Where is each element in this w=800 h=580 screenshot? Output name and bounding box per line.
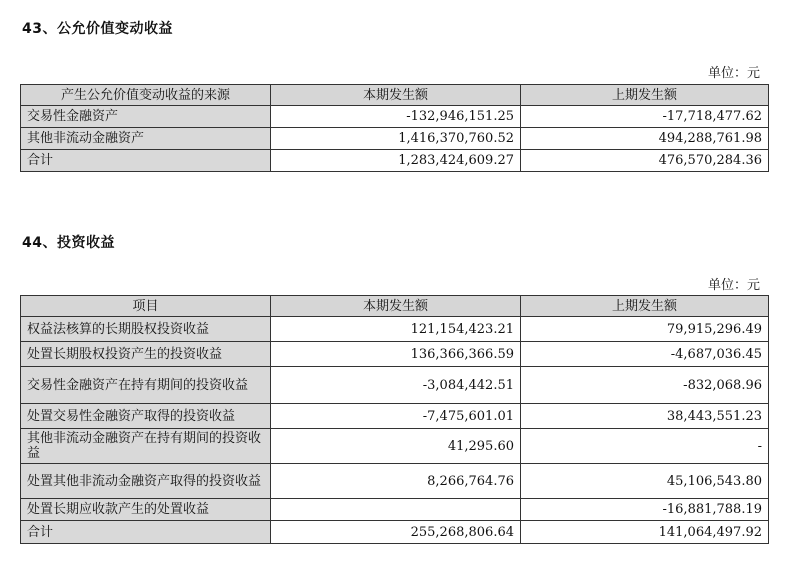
table-row bbox=[21, 342, 769, 367]
row-label: 交易性金融资产在持有期间的投资收益 bbox=[21, 367, 271, 404]
section-44-title: 44、投资收益 bbox=[22, 235, 115, 251]
current-amount: 1,416,370,760.52 bbox=[271, 128, 521, 150]
previous-amount: 38,443,551.23 bbox=[521, 404, 769, 429]
previous-amount: -832,068.96 bbox=[521, 367, 769, 404]
current-amount: 136,366,366.59 bbox=[271, 342, 521, 367]
previous-amount: 494,288,761.98 bbox=[521, 128, 769, 150]
current-amount: 121,154,423.21 bbox=[271, 317, 521, 342]
column-header-current: 本期发生额 bbox=[271, 85, 521, 106]
current-amount: -132,946,151.25 bbox=[271, 106, 521, 128]
row-label: 其他非流动金融资产 bbox=[21, 128, 271, 150]
fair-value-change-table bbox=[20, 84, 769, 172]
total-row bbox=[21, 521, 769, 544]
section-43-unit: 单位：元 bbox=[707, 66, 760, 81]
current-amount: -7,475,601.01 bbox=[271, 404, 521, 429]
previous-amount: 45,106,543.80 bbox=[521, 464, 769, 499]
table-header-row bbox=[21, 85, 769, 106]
table-row bbox=[21, 367, 769, 404]
column-header-previous: 上期发生额 bbox=[521, 85, 769, 106]
row-label: 处置其他非流动金融资产取得的投资收益 bbox=[21, 464, 271, 499]
row-label: 处置长期应收款产生的处置收益 bbox=[21, 499, 271, 521]
previous-amount: -16,881,788.19 bbox=[521, 499, 769, 521]
section-43-title: 43、公允价值变动收益 bbox=[22, 21, 173, 37]
previous-amount: 79,915,296.49 bbox=[521, 317, 769, 342]
column-header-current: 本期发生额 bbox=[271, 296, 521, 317]
table-row bbox=[21, 499, 769, 521]
row-label: 交易性金融资产 bbox=[21, 106, 271, 128]
total-row bbox=[21, 150, 769, 172]
row-label: 合计 bbox=[21, 521, 271, 544]
previous-amount: -4,687,036.45 bbox=[521, 342, 769, 367]
table-row bbox=[21, 464, 769, 499]
table-header-row bbox=[21, 296, 769, 317]
table-row bbox=[21, 317, 769, 342]
column-header-source: 产生公允价值变动收益的来源 bbox=[21, 85, 271, 106]
current-amount: 1,283,424,609.27 bbox=[271, 150, 521, 172]
table-row bbox=[21, 106, 769, 128]
previous-amount: -17,718,477.62 bbox=[521, 106, 769, 128]
row-label: 其他非流动金融资产在持有期间的投资收益 bbox=[21, 429, 271, 464]
row-label: 权益法核算的长期股权投资收益 bbox=[21, 317, 271, 342]
section-44-unit: 单位：元 bbox=[707, 278, 760, 293]
table-row bbox=[21, 128, 769, 150]
row-label: 合计 bbox=[21, 150, 271, 172]
investment-income-table bbox=[20, 295, 769, 544]
column-header-previous: 上期发生额 bbox=[521, 296, 769, 317]
current-amount bbox=[271, 499, 521, 521]
table-row bbox=[21, 429, 769, 464]
column-header-item: 项目 bbox=[21, 296, 271, 317]
previous-amount: 476,570,284.36 bbox=[521, 150, 769, 172]
row-label: 处置长期股权投资产生的投资收益 bbox=[21, 342, 271, 367]
previous-amount: 141,064,497.92 bbox=[521, 521, 769, 544]
current-amount: 41,295.60 bbox=[271, 429, 521, 464]
current-amount: 255,268,806.64 bbox=[271, 521, 521, 544]
table-row bbox=[21, 404, 769, 429]
current-amount: 8,266,764.76 bbox=[271, 464, 521, 499]
previous-amount: - bbox=[521, 429, 769, 464]
current-amount: -3,084,442.51 bbox=[271, 367, 521, 404]
row-label: 处置交易性金融资产取得的投资收益 bbox=[21, 404, 271, 429]
